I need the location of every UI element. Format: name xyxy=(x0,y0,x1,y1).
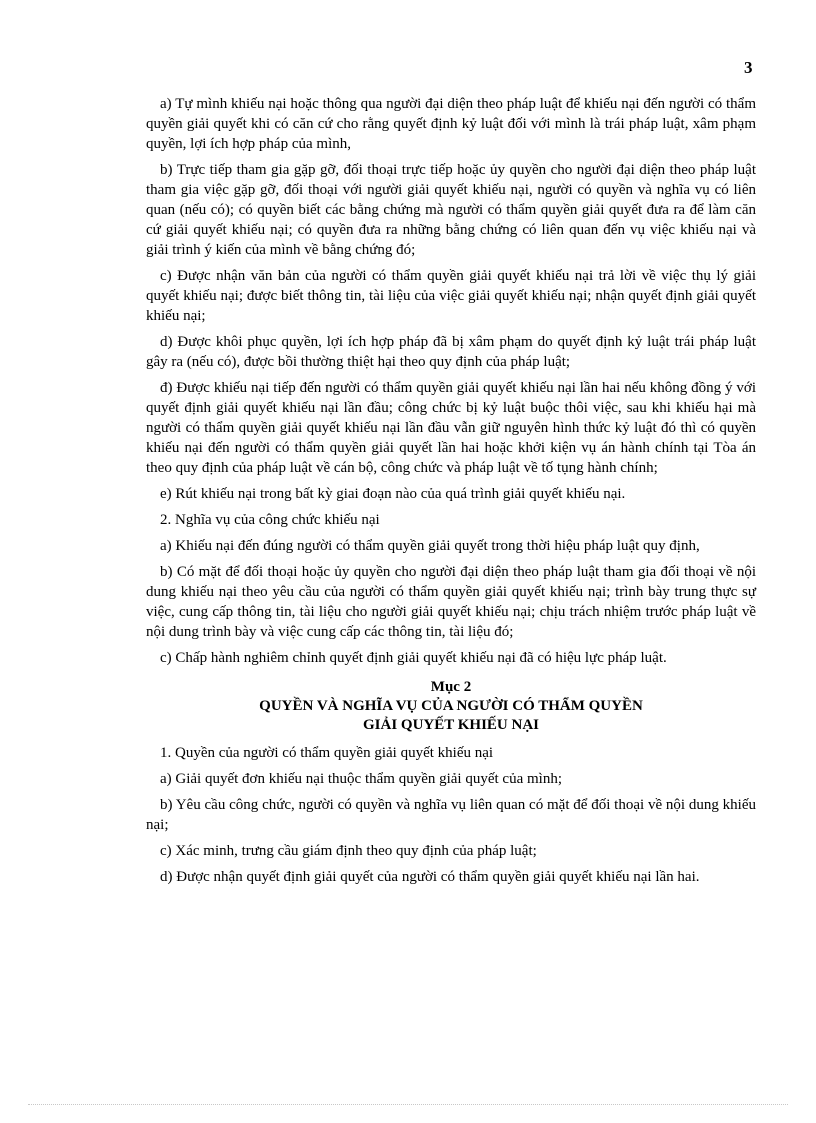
paragraph-2a: a) Khiếu nại đến đúng người có thẩm quyền giải quyết trong thời hiệu pháp luật quy định, xyxy=(160,538,700,554)
paragraph-2c: c) Chấp hành nghiêm chỉnh quyết định giải quyết khiếu nại đã có hiệu lực pháp luật. xyxy=(160,650,667,666)
document-body xyxy=(146,94,756,893)
section-title-line2: GIẢI QUYẾT KHIẾU NẠI xyxy=(362,717,539,733)
paragraph-1e: e) Rút khiếu nại trong bất kỳ giai đoạn nào của quá trình giải quyết khiếu nại. xyxy=(160,486,626,502)
clause-1-heading: 1. Quyền của người có thẩm quyền giải quyết khiếu nại xyxy=(160,745,494,761)
paragraph-s2-d: d) Được nhận quyết định giải quyết của người có thẩm quyền giải quyết khiếu nại lần hai. xyxy=(160,869,700,885)
paragraph-s2-c: c) Xác minh, trưng cầu giám định theo quy định của pháp luật; xyxy=(160,843,537,859)
paragraph-1a: a) Tự mình khiếu nại hoặc thông qua người đại diện theo pháp luật để khiếu nại đến người có thẩm quyền giải quyết khi có căn cứ cho rằng quyết định kỷ luật đối với mình là trái pháp luật, xâm phạm quyền, lợi ích hợp pháp của mình, xyxy=(146,96,756,152)
paragraph-s2-b: b) Yêu cầu công chức, người có quyền và nghĩa vụ liên quan có mặt để đối thoại về nội dung khiếu nại; xyxy=(146,797,756,833)
section-title-line1: QUYỀN VÀ NGHĨA VỤ CỦA NGƯỜI CÓ THẨM QUYỀN xyxy=(259,698,643,714)
section-label: Mục 2 xyxy=(430,679,472,695)
section-heading xyxy=(146,678,756,735)
clause-2-heading: 2. Nghĩa vụ của công chức khiếu nại xyxy=(160,512,380,528)
paragraph-1b: b) Trực tiếp tham gia gặp gỡ, đối thoại trực tiếp hoặc ủy quyền cho người đại diện theo pháp luật tham gia việc gặp gỡ, đối thoại với người giải quyết khiếu nại, người có quyền và nghĩa vụ có liên quan (nếu có); có quyền biết các bằng chứng mà người có thẩm quyền giải quyết đưa ra để làm căn cứ giải quyết khiếu nại; có quyền đưa ra những bằng chứng có liên quan đến vụ việc khiếu nại và giải trình ý kiến của mình về bằng chứng đó; xyxy=(146,162,756,258)
paragraph-1c: c) Được nhận văn bản của người có thẩm quyền giải quyết khiếu nại trả lời về việc thụ lý giải quyết khiếu nại; được biết thông tin, tài liệu của việc giải quyết khiếu nại; nhận quyết định giải quyết khiếu nại; xyxy=(146,268,756,324)
paragraph-1d: d) Được khôi phục quyền, lợi ích hợp pháp đã bị xâm phạm do quyết định kỷ luật trái pháp luật gây ra (nếu có), được bồi thường thiệt hại theo quy định của pháp luật; xyxy=(146,334,756,370)
paragraph-2b: b) Có mặt để đối thoại hoặc ủy quyền cho người đại diện theo pháp luật tham gia đối thoại về nội dung khiếu nại theo yêu cầu của người có thẩm quyền giải quyết khiếu nại; trình bày trung thực sự việc, cung cấp thông tin, tài liệu cho người giải quyết khiếu nại; chịu trách nhiệm trước pháp luật về nội dung trình bày và việc cung cấp các thông tin, tài liệu đó; xyxy=(146,564,756,640)
paragraph-s2-a: a) Giải quyết đơn khiếu nại thuộc thẩm quyền giải quyết của mình; xyxy=(160,771,562,787)
page-number: 3 xyxy=(744,58,753,77)
footer-divider xyxy=(28,1104,788,1105)
paragraph-1dd: đ) Được khiếu nại tiếp đến người có thẩm quyền giải quyết khiếu nại lần hai nếu không đồng ý với quyết định giải quyết khiếu nại lần đầu; công chức bị kỷ luật buộc thôi việc, sau khi khiếu hại mà người có thẩm quyền giải quyết khiếu nại lần đầu vẫn giữ nguyên hình thức kỷ luật đó thì có quyền khiếu nại đến người có thẩm quyền giải quyết lần hai hoặc khởi kiện vụ án hành chính tại Tòa án theo quy định của pháp luật về cán bộ, công chức và pháp luật về tố tụng hành chính; xyxy=(146,380,756,476)
